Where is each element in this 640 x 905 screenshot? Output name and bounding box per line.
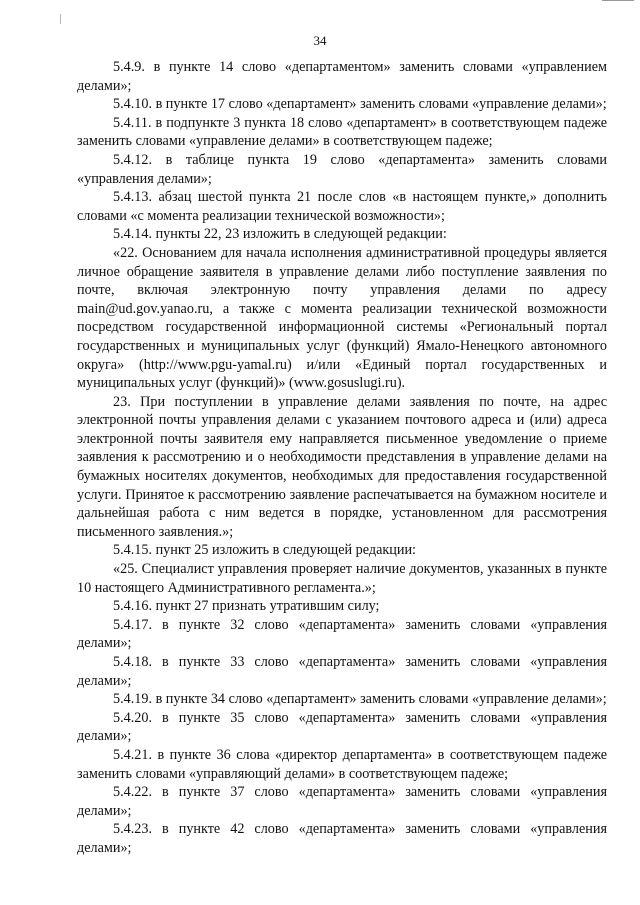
paragraph-5-4-10: 5.4.10. в пункте 17 слово «департамент» заменить словами «управление делами»;: [113, 96, 607, 113]
scan-margin-mark: [60, 14, 61, 24]
document-body: [77, 58, 607, 858]
paragraph-5-4-18: 5.4.18. в пункте 33 слово «департамента» заменить словами «управления делами»;: [77, 654, 607, 689]
paragraph-5-4-23: 5.4.23. в пункте 42 слово «департамента» заменить словами «управления делами»;: [77, 821, 607, 856]
paragraph-quote-22: «22. Основанием для начала исполнения административной процедуры является личное обращение заявителя в управление делами либо поступление заявления по почте, включая электронную почту управления делами по адресу main@ud.gov.yanao.ru, а также с момента реализации технической возможности посредством государственной информационной системы «Региональный портал государственных и муниципальных услуг (функций) Ямало-Ненецкого автономного округа» (http://www.pgu-yamal.ru) и/или «Единый портал государственных и муниципальных услуг (функций)» (www.gosuslugi.ru).: [77, 244, 607, 392]
paragraph-quote-23: 23. При поступлении в управление делами заявления по почте, на адрес электронной почты управления делами с указанием почтового адреса и (или) адреса электронной почты заявителя ему направляется письменное уведомление о приеме заявления к рассмотрению и о необходимости представления в управление делами на бумажных носителях документов, необходимых для предоставления государственной услуги. Принятое к рассмотрению заявление распечатывается на бумажном носителе и дальнейшая работа с ним ведется в порядке, установленном для рассмотрения письменного заявления.»;: [77, 393, 607, 540]
paragraph-5-4-9: 5.4.9. в пункте 14 слово «департаментом» заменить словами «управлением делами»;: [77, 59, 607, 94]
paragraph-quote-25: «25. Специалист управления проверяет наличие документов, указанных в пункте 10 настоящего Административного регламента.»;: [77, 561, 607, 596]
paragraph-5-4-13: 5.4.13. абзац шестой пункта 21 после слов «в настоящем пункте,» дополнить словами «с момента реализации технической возможности»;: [77, 189, 607, 224]
paragraph-5-4-14: 5.4.14. пункты 22, 23 изложить в следующей редакции:: [113, 226, 447, 243]
paragraph-5-4-20: 5.4.20. в пункте 35 слово «департамента» заменить словами «управления делами»;: [77, 709, 607, 745]
scan-corner-mark: [602, 0, 634, 4]
page-number: 34: [313, 33, 327, 48]
paragraph-5-4-17: 5.4.17. в пункте 32 слово «департамента» заменить словами «управления делами»;: [77, 616, 607, 652]
paragraph-5-4-16: 5.4.16. пункт 27 признать утратившим силу;: [113, 598, 380, 615]
paragraph-5-4-15: 5.4.15. пункт 25 изложить в следующей редакции:: [113, 542, 416, 559]
paragraph-5-4-19: 5.4.19. в пункте 34 слово «департамент» заменить словами «управление делами»;: [113, 691, 607, 708]
paragraph-5-4-12: 5.4.12. в таблице пункта 19 слово «департамента» заменить словами «управления делами»;: [77, 151, 607, 187]
paragraph-5-4-21: 5.4.21. в пункте 36 слова «директор департамента» в соответствующем падеже заменить словами «управляющий делами» в соответствующем падеже;: [77, 746, 607, 782]
paragraph-5-4-11: 5.4.11. в подпункте 3 пункта 18 слово «департамент» в соответствующем падеже заменить словами «управление делами» в соответствующем падеже;: [77, 114, 607, 150]
paragraph-5-4-22: 5.4.22. в пункте 37 слово «департамента» заменить словами «управления делами»;: [77, 784, 607, 819]
